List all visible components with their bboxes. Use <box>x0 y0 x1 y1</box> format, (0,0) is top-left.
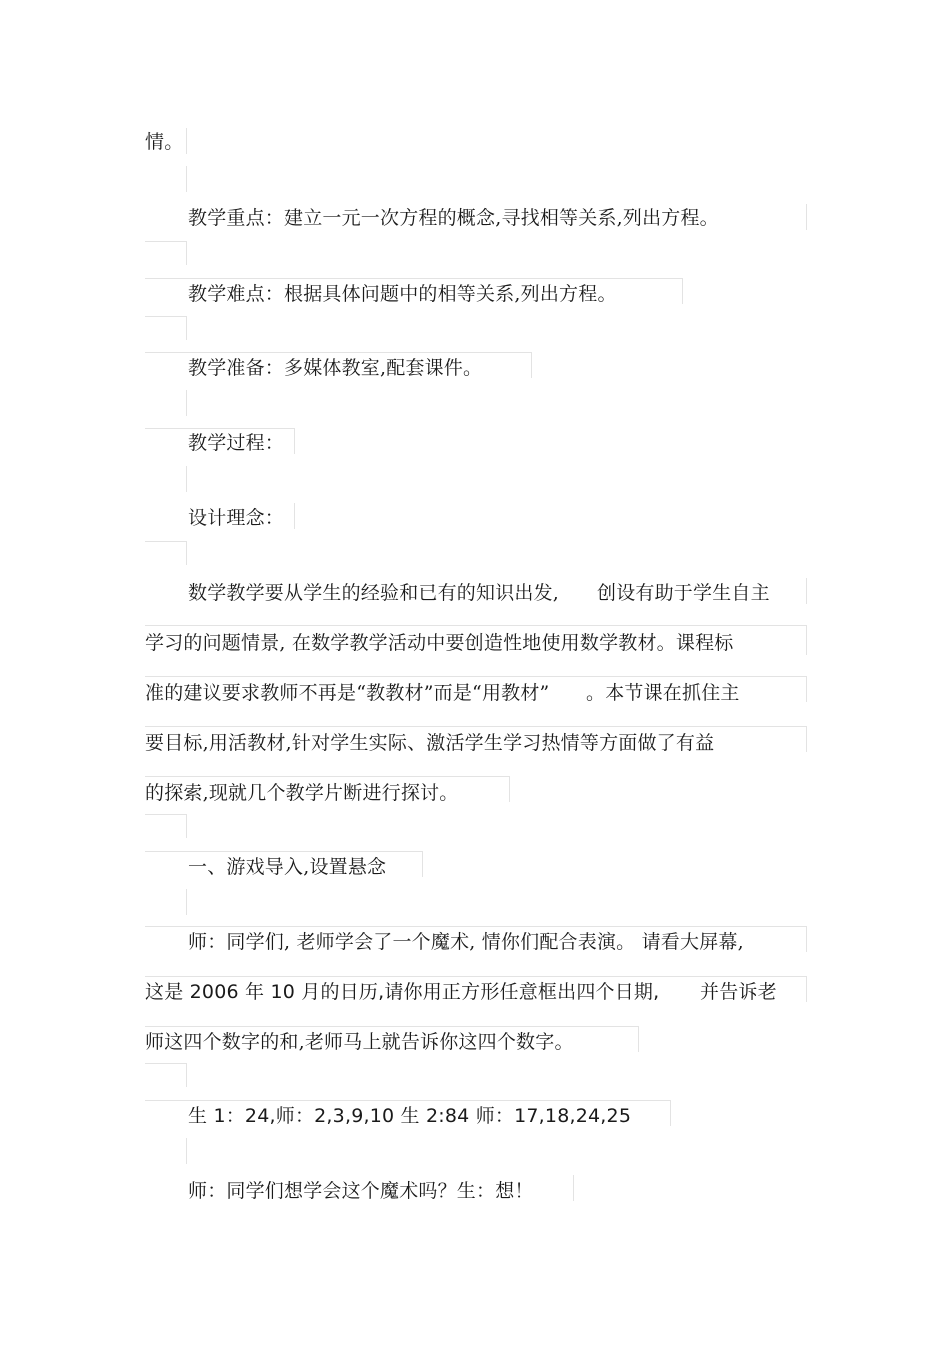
text-line: 情。 <box>145 131 184 153</box>
guide-mark <box>531 352 532 378</box>
dialogue-line: 生 1：24,师：2,3,9,10 生 2:84 师：17,18,24,25 <box>188 1105 632 1127</box>
guide-mark <box>145 926 806 927</box>
dialogue-line: 师：同学们, 老师学会了一个魔术, 情你们配合表演。 请看大屏幕, <box>188 931 744 953</box>
paragraph-line: 要目标,用活教材,针对学生实际、激活学生学习热情等方面做了有益 <box>145 732 715 754</box>
guide-mark <box>145 1063 186 1064</box>
guide-mark <box>145 278 683 279</box>
guide-mark <box>186 1138 187 1164</box>
section-heading: 一、游戏导入,设置悬念 <box>188 856 387 878</box>
guide-mark <box>186 241 187 265</box>
heading-design-concept: 设计理念： <box>188 507 285 529</box>
guide-mark <box>422 851 423 877</box>
guide-mark <box>186 541 187 565</box>
heading-key-points: 教学重点：建立一元一次方程的概念,寻找相等关系,列出方程。 <box>188 207 719 229</box>
guide-mark <box>806 625 807 655</box>
paragraph-line: 学习的问题情景, 在数学教学活动中要创造性地使用数学教材。课程标 <box>145 632 734 654</box>
guide-mark <box>294 428 295 454</box>
dialogue-line: 并告诉老 <box>700 981 777 1003</box>
guide-mark <box>145 428 295 429</box>
guide-mark <box>145 316 186 317</box>
heading-process: 教学过程： <box>188 432 285 454</box>
paragraph-line: 的探索,现就几个教学片断进行探讨。 <box>145 782 459 804</box>
paragraph-line: 。本节课在抓住主 <box>586 682 740 704</box>
guide-mark <box>806 926 807 952</box>
guide-mark <box>806 726 807 752</box>
paragraph-line: 准的建议要求教师不再是“教教材”而是“用教材” <box>145 682 550 704</box>
guide-mark <box>806 204 807 230</box>
guide-mark <box>145 976 806 977</box>
guide-mark <box>573 1175 574 1201</box>
guide-mark <box>682 278 683 304</box>
guide-mark <box>145 726 806 727</box>
dialogue-line: 师这四个数字的和,老师马上就告诉你这四个数字。 <box>145 1031 574 1053</box>
guide-mark <box>145 352 531 353</box>
guide-mark <box>186 166 187 192</box>
guide-mark <box>145 676 806 677</box>
guide-mark <box>806 976 807 1002</box>
guide-mark <box>186 814 187 838</box>
guide-mark <box>186 1063 187 1087</box>
guide-mark <box>294 503 295 529</box>
guide-mark <box>806 676 807 702</box>
guide-mark <box>186 316 187 340</box>
guide-mark <box>186 889 187 915</box>
guide-mark <box>186 390 187 416</box>
guide-mark <box>145 776 509 777</box>
guide-mark <box>145 241 186 242</box>
paragraph-line: 数学教学要从学生的经验和已有的知识出发, <box>188 582 560 604</box>
guide-mark <box>806 578 807 604</box>
paragraph-line: 创设有助于学生自主 <box>597 582 770 604</box>
guide-mark <box>145 1100 670 1101</box>
heading-difficulties: 教学难点：根据具体问题中的相等关系,列出方程。 <box>188 283 617 305</box>
guide-mark <box>670 1100 671 1126</box>
dialogue-line: 这是 2006 年 10 月的日历,请你用正方形任意框出四个日期, <box>145 981 660 1003</box>
guide-mark <box>145 851 422 852</box>
guide-mark <box>145 1026 638 1027</box>
heading-preparation: 教学准备：多媒体教室,配套课件。 <box>188 357 483 379</box>
guide-mark <box>186 128 187 154</box>
guide-mark <box>186 466 187 492</box>
guide-mark <box>145 625 806 626</box>
dialogue-line: 师：同学们想学会这个魔术吗？生：想！ <box>188 1180 534 1202</box>
guide-mark <box>509 776 510 802</box>
guide-mark <box>638 1026 639 1052</box>
guide-mark <box>145 541 186 542</box>
guide-mark <box>145 814 186 815</box>
